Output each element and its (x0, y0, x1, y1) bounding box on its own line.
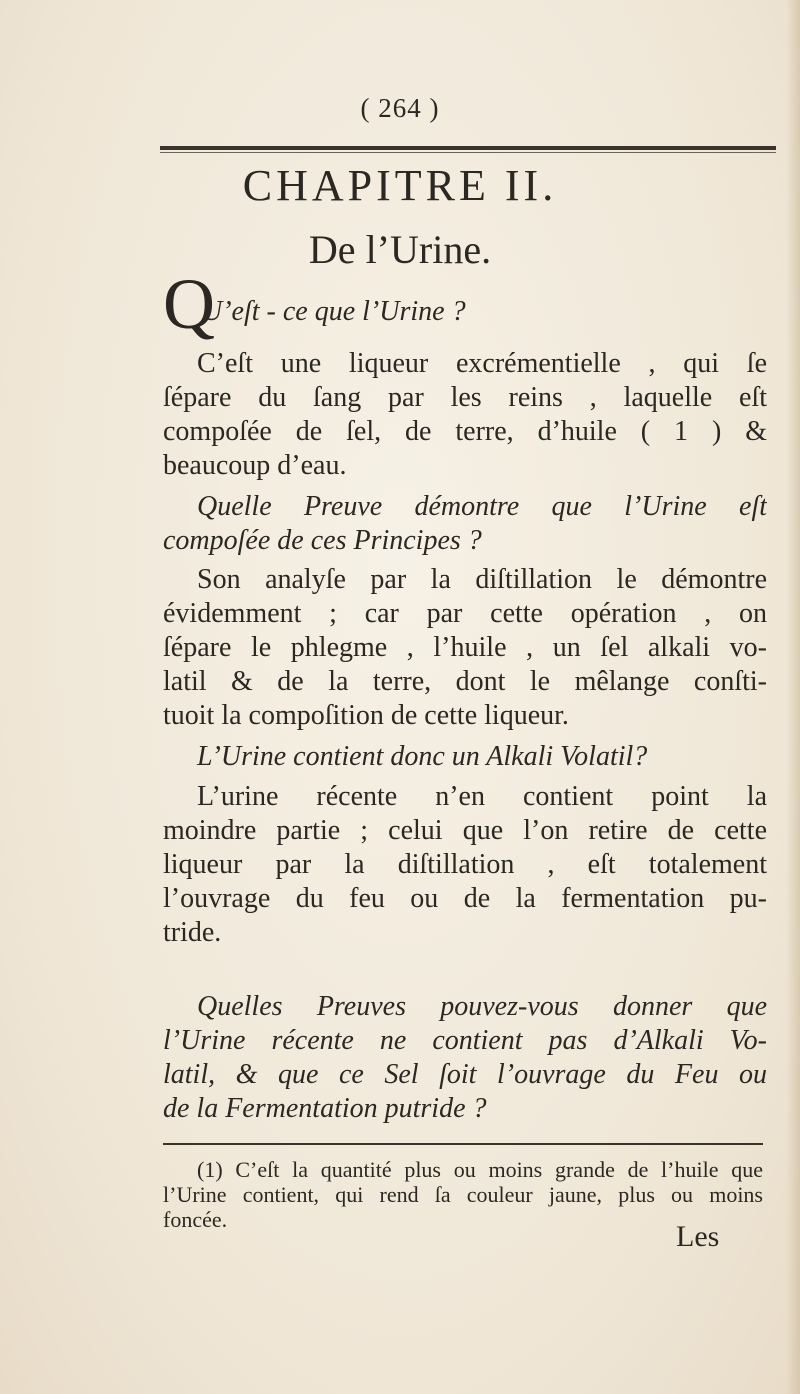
answer-3-line: tride. (163, 917, 222, 948)
answer-3-line: L’urine récente n’en contient point la (197, 781, 767, 812)
question-2 (163, 490, 767, 558)
chapter-subtitle: De l’Urine. (308, 227, 492, 272)
question-2-line: compoſée de ces Principes ? (163, 525, 482, 556)
catchword: Les (676, 1220, 720, 1253)
drop-cap: Q (163, 264, 215, 344)
answer-3-line: liqueur par la diſtillation , eſt totalement (163, 849, 767, 880)
header-rule-thin (160, 152, 776, 153)
answer-2-line: évidemment ; car par cette opération , on (163, 598, 767, 629)
answer-1-line: beaucoup d’eau. (163, 450, 347, 481)
footnote-line: (1) C’eſt la quantité plus ou moins grande de l’huile que (197, 1157, 763, 1182)
answer-1-line: ſépare du ſang par les reins , laquelle eſt (163, 382, 767, 413)
question-3-line: L’Urine contient donc un Alkali Volatil? (197, 741, 648, 772)
footnote (163, 1157, 763, 1232)
answer-3-line: moindre partie ; celui que l’on retire de cette (163, 815, 767, 846)
answer-1 (163, 347, 767, 483)
answer-3-line: l’ouvrage du feu ou de la fermentation pu- (163, 883, 767, 914)
question-2-line: Quelle Preuve démontre que l’Urine eſt (197, 491, 767, 522)
question-4-line: l’Urine récente ne contient pas d’Alkali Vo- (163, 1025, 767, 1056)
header-rule (160, 146, 776, 150)
answer-2-line: Son analyſe par la diſtillation le démontre (197, 564, 767, 595)
question-3 (163, 740, 767, 774)
question-1: U’eſt - ce que l’Urine ? (202, 296, 466, 327)
answer-1-line: compoſée de ſel, de terre, d’huile ( 1 ) & (163, 416, 767, 447)
question-4-line: Quelles Preuves pouvez-vous donner que (197, 991, 767, 1022)
answer-2-line: latil & de la terre, dont le mêlange conſti- (163, 666, 767, 697)
page-number: ( 264 ) (360, 93, 440, 123)
answer-3 (163, 780, 767, 950)
question-4-line: de la Fermentation putride ? (163, 1093, 487, 1124)
footnote-line: foncée. (163, 1207, 228, 1232)
answer-2 (163, 563, 767, 733)
answer-2-line: tuoit la compoſition de cette liqueur. (163, 700, 569, 731)
footnote-rule (163, 1143, 763, 1145)
answer-1-line: C’eſt une liqueur excrémentielle , qui ſe (197, 348, 767, 379)
question-4 (163, 990, 767, 1126)
footnote-line: l’Urine contient, qui rend ſa couleur jaune, plus ou moins (163, 1182, 763, 1207)
answer-2-line: ſépare le phlegme , l’huile , un ſel alkali vo- (163, 632, 767, 663)
question-4-line: latil, & que ce Sel ſoit l’ouvrage du Feu ou (163, 1059, 767, 1090)
chapter-title: CHAPITRE II. (242, 161, 558, 210)
